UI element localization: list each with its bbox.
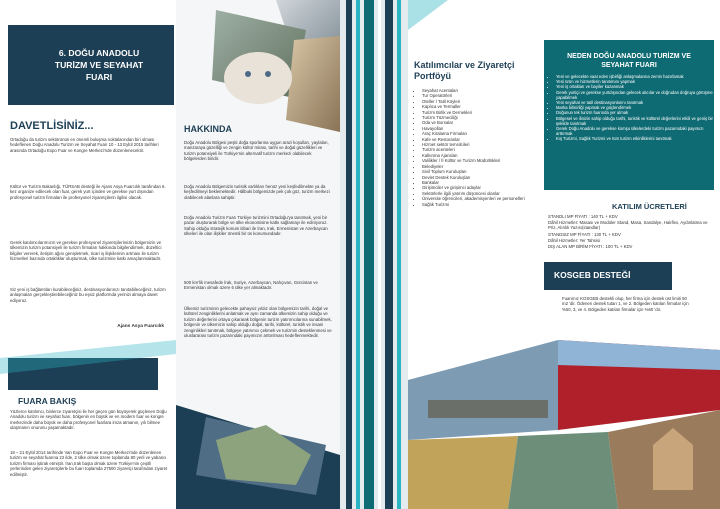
signature: Ajans Asya Fuarcılık [117,324,164,329]
banner-title: 6. DOĞU ANADOLU TURİZM VE SEYAHAT FUARI [54,48,144,82]
list-item: • Havayolları [422,126,542,131]
list-item: • Oteller / Tatil Köyleri [422,99,542,104]
list-item: • Doğunun tek turizm fuarında yer almak [556,110,718,115]
list-item: • Devlet Destek Kuruluşları [422,175,542,180]
portfolio-heading: Katılımcılar ve Ziyaretçi Portföyü [414,60,515,81]
kosgeb-heading: KOSGEB DESTEĞİ [554,270,631,280]
fees-heading: KATILIM ÜCRETLERİ [612,202,687,211]
photo-collage [176,0,340,140]
fuara-heading: FUARA BAKIŞ [18,396,77,406]
list-item: • Yeni ürün ve hizmetlerin tanıtımını yapmak [556,79,718,84]
about-heading: HAKKINDA [184,124,232,134]
invite-paragraph-1: Ortadoğu da turizm sektörünün en önemli buluşma noktalarından biri olması hedeflenen Doğu Anadolu Turizm ve Seyahat Fuarı 10 - 13 Eylül 2015 tarihleri arasında Ortadoğu Expo Fuar ve Kongre Merkezi'nde düzenlenecektir. [10,137,159,153]
about-paragraph-4: 500 km'lik mesafede İrak, Suriye, Azerbaycan, Nahçıvan, Gürcistan ve Ermenistan olmak üzere 6 ülke yer almaktadır. [184,280,318,291]
panel-invitation [0,0,176,509]
list-item: • Tur Operatörleri [422,93,542,98]
about-paragraph-2: Doğu Anadolu Bölgemizin turistik varlıkları henüz yeni keşfedilmekte ya da keşfedilmeyi beklemektedir. Hâlbuki bölgemizde pek çok göz, turizm merkezi olabilecek alanlara sahiptir. [184,184,330,200]
landscape-photo-bottom [176,395,340,509]
list-item: • Oda ve Borsalar [422,120,542,125]
cat-photo [224,52,292,104]
why-heading: NEDEN DOĞU ANADOLU TURİZM VE SEYAHAT FUARI [567,53,691,69]
list-item: • Bankalar [422,180,542,185]
fee-line-2: Dâhil Hizmetler: Masası ve Modüler Stand, Masa, Sandalye, Halıflex, Aydınlatma ve Priz, Alınlık Yazısı(standlar) [548,220,708,231]
list-item: • Araç Kiralama Firmaları [422,131,542,136]
wave-decoration [0,340,176,400]
mountain-lake-photo [508,432,618,509]
list-item: • Sivil Toplum Kuruluşları [422,169,542,174]
list-item: • Belediyeler [422,164,542,169]
list-item: • Yeni iş ortakları ve bayiler kazanmak [556,84,718,89]
invite-heading: DAVETLİSİNİZ... [10,120,94,132]
list-item: • Üniversite öğrencileri, akademisyenleri ve personelleri [422,196,542,201]
fee-line-4: Dâhil Hizmetler: Yer Tahsisi [548,238,600,243]
list-item: • Turizm Birlik ve Dernekleri [422,110,542,115]
panel-about [176,0,340,509]
list-item: • Yeni seyahat ve tatil destinasyonlarını tanıtmak [556,100,718,105]
castle-photo [286,36,340,132]
fee-line-5: DIŞ ALAN MP BİRİM FİYATI : 100 TL + KDV [548,244,633,249]
list-item: • Sektörlerle ilgili yatırım düşüncesi olanlar [422,191,542,196]
fee-line-1: STANDLI MP FİYATI : 140 TL + KDV [548,214,618,219]
list-item: • Marka bilinirliği yapmak ve güçlendirmek [556,105,718,110]
list-item: • Girişimciler ve girişimci adaylar [422,185,542,190]
list-item: • Kış Turizmi, Sağlık Turizmi ve tüm turizm etkinliklerini tanıtmak [556,136,718,141]
invite-paragraph-2: Kültür ve Turizm Bakanlığı, TÜRSAB desteği ile Ajans Asya Fuarcılık tarafından 6. kez organize edilecek olan fuar, gerek yurt içinden ve gerekse yurt dışından profesyonel turizm firmaları ile profesyonel ziyaretçilerin ilgilisi olacak. [10,184,166,200]
list-item: • Seyahat Acentaları [422,88,542,93]
fee-line-3: STANDSIZ MP FİYATI : 130 TL + KDV [548,232,621,237]
about-paragraph-3: Doğu Anadolu Turizm Fuarı Türkiye turizmini Ortadoğu'ya tanıtmak, yeni bir pazar oluşturarak bölge ve ülke ekonomisine katkı sağlamayı ile ediniyoruz. Sahip olduğu stratejik konum itibari ile İran, Irak, Ermenistan ve Azerbaycan ülkeleri ile olan ilişkiler önemli bir üs konumundadır. [184,215,328,237]
list-item: • Gerek Doğu Anadolu ve gerekse komşu ülkelerdeki turizm pazarındaki payımızı arttırmak [556,126,718,136]
list-item: • Yeni ve gelecekte vaat eden işbirliği anlaşmalarına zemin hazırlamak [556,74,718,79]
title-banner [8,25,174,105]
list-item: • Gerek yurtiçi ve gerekse yurtdışından gelecek alıcılar ve doğrudan doğruya görüşme yapabilmek [556,90,718,100]
list-item: • Turizm Tüzmeciliği [422,115,542,120]
mosque-photo [408,436,518,509]
invite-paragraph-4: Siz yeni iş bağlantıları kurabileceğiniz, destinasyonlarınızı tanıtabileceğiniz, turizm anlaşmaları gerçekleştirebileceğiniz bu eşsiz platformda yerinizi almaya davet ediyoruz. [10,287,166,303]
list-item: • Hizmet sektör temsilcileri [422,142,542,147]
about-paragraph-5: Ülkemiz turizminin gelecekte pahaysiz yıldız olan bölgemizin tarihi, doğal ve kültürel zenginliklerini anlatmak ve aynı zamanda ülkemizin sahip olduğu ve turizm değerlerini ortaya çıkararak bölgenin turizm yatırımcılarına sunabilmek, bölgenin ve ülkemizin sahip olduğu doğal, tarihi, kültürel, turistik ve insani zenginlikleri tanıtmak, bölgeye yatırımcı çekmek ve turizmin desteklenmesi ve uluslararası turizm pazarındaki payımızın arttırılması hedeflenmektedir. [184,306,332,339]
list-item: • Kafe ve Restoranlar [422,137,542,142]
corner-stripe [408,0,542,60]
fuara-paragraph-1: Yüzlerce katılımcı, binlerce ziyaretçisi ile her geçen gün büyüyerek güçlenen Doğu Anadolu turizm ve seyahat fuarı, bölgenin en büyük ve en modern fuar ve kongre merkezinde daha büyük ve daha profesyonel fuarlara imza atmanın, yılı bilmee ulaşmanın onurunu yaşamaktadır. [10,409,167,431]
destination-photos [408,340,720,509]
list-item: • Turizm acenteleri [422,147,542,152]
fuara-paragraph-2: 18 – 21 Eylül 2014 tarihinde Van Expo Fuar ve Kongre Merkezi'nde düzenlenen turizm ve seyahat fuarına 22 ilde, 2 ülke olmak üzere toplamda 80 yerli ve yabancı turizm firması iştirak etmiştir. İran,Irak başta olmak üzere Türkiye'nin çeşitli yerlerinden gelen ziyaretçilerle bu fuarı toplamda 27500 ziyaretçi tarafından ziyaret edilmiştir. [10,450,168,477]
portfolio-list [414,88,542,207]
kosgeb-text: Fuarımız KOSGEB destekli olup, her firma için destek üst limiti 50 m2 'dir. Ödenen destek tutarı 1, ve 2. Bölgeden katılan firmalar için %50, 3, ve 4. Bölgeden katılan firmalar için %60 'dır. [562,296,689,312]
center-spine [340,0,408,509]
list-item: • Valilikler / İl Kültür ve Turizm Müdürlükleri [422,158,542,163]
about-paragraph-1: Doğu Anadolu Bölgesi peşiti doğa sporlarına uygun arazi koşulları, yaylaları, manzaraya güzelliği ve zengin kültür mirası, tarihi ve doğal güzellikleri ve turizm potansiyeli ile Türkiye'nin alternatif turizm merkezi olabilecek bölgelerden biridir. [184,140,329,162]
list-item: • Sağlık Turizmi [422,202,542,207]
list-item: • Kaplıca ve Termaller [422,104,542,109]
bridge-photo [408,340,558,440]
list-item: • Kalkınma Ajansları [422,153,542,158]
invite-paragraph-3: Gerek katılımcılarımızın ve gerekse profesyonel ziyaretçilerimizin bölgemizin ve ülkemizin turizm potansiyeli ile turizm firmaları hakkında bilgilendirmek, düzeltici bilgiler vererek, iletişim ağını genişletmek, ticari iş ilişkilerinin artması ile turizm hizmetleri bazında ortaklıklar oluşturmak, ülke turizmine katkı amaçlanmaktadır. [10,240,162,262]
list-item: • Bölgesel ve ilinizin sahip olduğu tarihi, turistik ve kültürel değerlerini etkili ve geniş bir şekilde tanıtmak [556,116,718,126]
why-list [548,74,718,142]
